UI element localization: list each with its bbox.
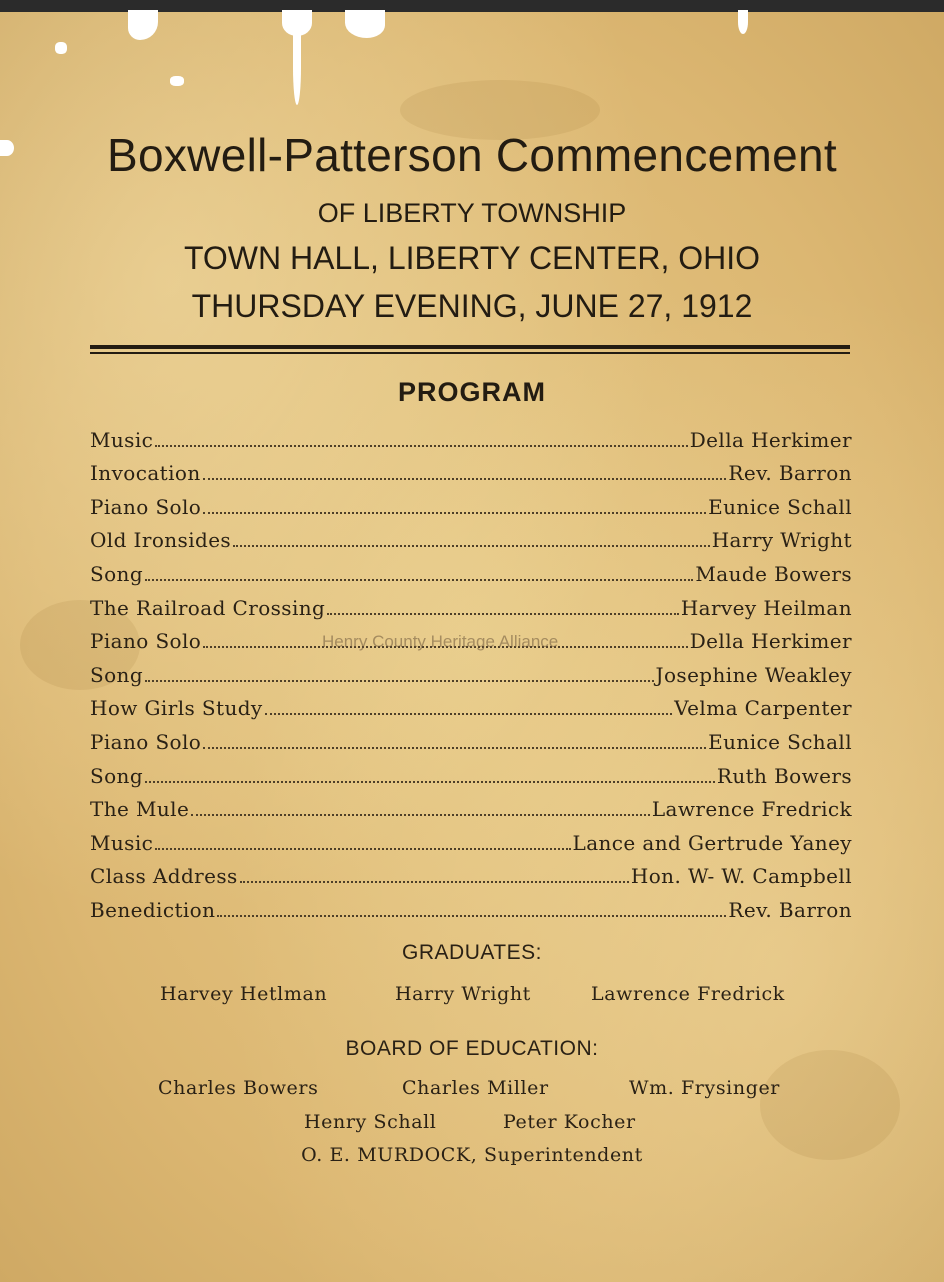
program-part: The Railroad Crossing bbox=[90, 595, 326, 620]
program-item bbox=[90, 486, 852, 520]
dot-leader bbox=[145, 579, 693, 581]
program-performer: Velma Carpenter bbox=[674, 696, 852, 721]
graduate-name: Harvey Hetlman bbox=[160, 983, 328, 1005]
program-performer: Eunice Schall bbox=[708, 729, 852, 754]
program-part: Class Address bbox=[90, 864, 238, 889]
dot-leader bbox=[145, 680, 654, 682]
subtitle-township: OF LIBERTY TOWNSHIP bbox=[317, 198, 627, 228]
divider-thin bbox=[90, 352, 850, 354]
dot-leader bbox=[240, 881, 629, 883]
dot-leader bbox=[203, 747, 706, 749]
subtitle-date: THURSDAY EVENING, JUNE 27, 1912 bbox=[191, 288, 753, 324]
program-performer: Rev. Barron bbox=[728, 897, 852, 922]
board-member-name: Charles Miller bbox=[402, 1077, 549, 1099]
paper-tear bbox=[170, 76, 184, 86]
superintendent-line: O. E. MURDOCK, Superintendent bbox=[301, 1144, 643, 1166]
program-part: Old Ironsides bbox=[90, 528, 232, 553]
program-part: Piano Solo bbox=[90, 729, 202, 754]
program-part: The Mule bbox=[90, 797, 190, 822]
paper-tear bbox=[55, 42, 67, 54]
program-list bbox=[90, 419, 852, 923]
board-member-name: Henry Schall bbox=[304, 1111, 437, 1133]
program-part: Music bbox=[90, 830, 154, 855]
program-performer: Maude Bowers bbox=[695, 561, 852, 586]
board-member-name: Peter Kocher bbox=[503, 1111, 636, 1133]
dot-leader bbox=[233, 545, 710, 547]
paper-tear bbox=[128, 10, 158, 40]
board-list bbox=[0, 1111, 944, 1141]
dot-leader bbox=[155, 848, 570, 850]
subtitle-location: TOWN HALL, LIBERTY CENTER, OHIO bbox=[183, 240, 761, 276]
dot-leader bbox=[203, 512, 706, 514]
dot-leader bbox=[327, 613, 679, 615]
program-part: Invocation bbox=[90, 461, 201, 486]
graduates-list bbox=[0, 983, 944, 1013]
program-part: How Girls Study bbox=[90, 696, 263, 721]
program-performer: Lawrence Fredrick bbox=[651, 797, 852, 822]
paper-tear bbox=[738, 10, 748, 34]
divider-thick bbox=[90, 345, 850, 349]
paper-tear bbox=[293, 30, 301, 105]
program-performer: Hon. W- W. Campbell bbox=[630, 864, 852, 889]
program-item bbox=[90, 553, 852, 587]
dot-leader bbox=[145, 781, 715, 783]
program-part: Song bbox=[90, 662, 144, 687]
program-performer: Della Herkimer bbox=[689, 629, 852, 654]
program-part: Song bbox=[90, 561, 144, 586]
program-item bbox=[90, 889, 852, 923]
program-item bbox=[90, 721, 852, 755]
program-item bbox=[90, 520, 852, 554]
board-member-name: Charles Bowers bbox=[158, 1077, 319, 1099]
graduate-name: Harry Wright bbox=[395, 983, 531, 1005]
paper-tear bbox=[345, 10, 385, 38]
program-performer: Della Herkimer bbox=[689, 427, 852, 452]
graduates-heading: GRADUATES: bbox=[402, 941, 542, 964]
program-item bbox=[90, 453, 852, 487]
program-item bbox=[90, 587, 852, 621]
program-part: Piano Solo bbox=[90, 629, 202, 654]
board-member-name: Wm. Frysinger bbox=[629, 1077, 780, 1099]
program-item bbox=[90, 789, 852, 823]
program-performer: Rev. Barron bbox=[728, 461, 852, 486]
program-item bbox=[90, 688, 852, 722]
dot-leader bbox=[203, 478, 727, 480]
program-performer: Ruth Bowers bbox=[716, 763, 852, 788]
program-performer: Harvey Heilman bbox=[680, 595, 852, 620]
dot-leader bbox=[191, 814, 650, 816]
board-list bbox=[0, 1077, 944, 1107]
program-item bbox=[90, 755, 852, 789]
dot-leader bbox=[217, 915, 726, 917]
program-performer: Lance and Gertrude Yaney bbox=[572, 830, 852, 855]
board-heading: BOARD OF EDUCATION: bbox=[345, 1037, 599, 1060]
program-item bbox=[90, 654, 852, 688]
program-part: Piano Solo bbox=[90, 494, 202, 519]
program-item bbox=[90, 822, 852, 856]
program-performer: Harry Wright bbox=[711, 528, 852, 553]
program-item bbox=[90, 856, 852, 890]
program-part: Song bbox=[90, 763, 144, 788]
program-part: Music bbox=[90, 427, 154, 452]
program-item bbox=[90, 419, 852, 453]
page-title: Boxwell-Patterson Commencement bbox=[107, 129, 837, 181]
program-heading: PROGRAM bbox=[398, 377, 546, 407]
program-performer: Josephine Weakley bbox=[655, 662, 852, 687]
dot-leader bbox=[265, 713, 673, 715]
watermark-text: Henry County Heritage Alliance bbox=[322, 632, 559, 651]
program-performer: Eunice Schall bbox=[708, 494, 852, 519]
dot-leader bbox=[155, 445, 688, 447]
program-part: Benediction bbox=[90, 897, 216, 922]
graduate-name: Lawrence Fredrick bbox=[591, 983, 785, 1005]
